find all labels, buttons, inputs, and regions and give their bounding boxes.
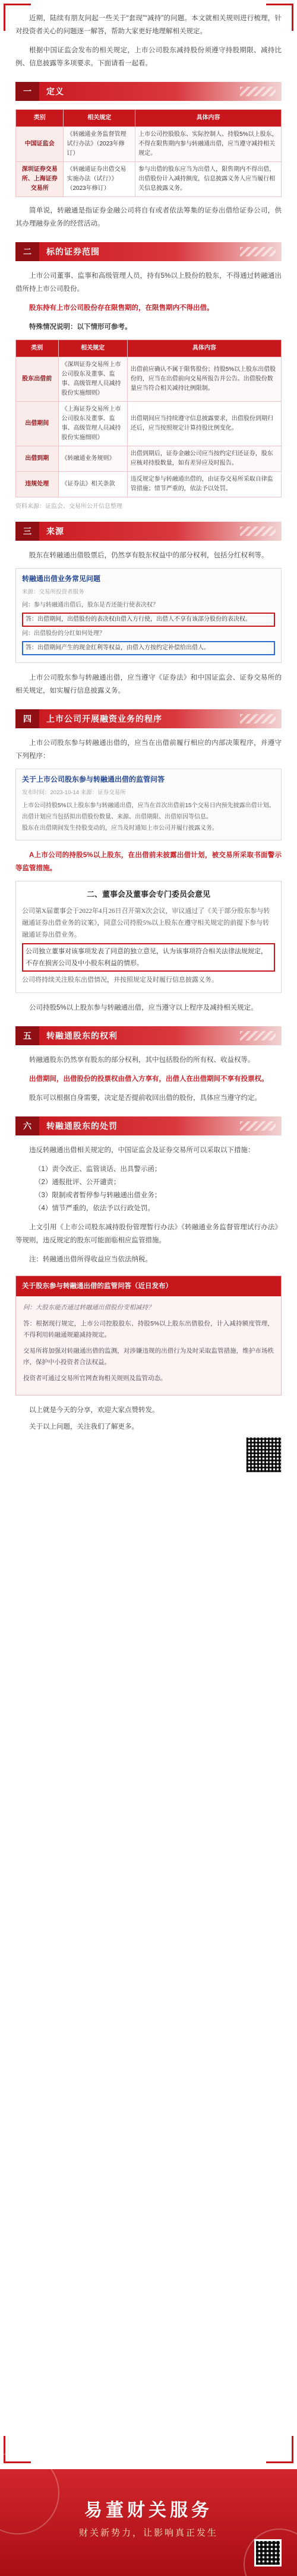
screenshot-line: 出借计划应当包括拟出借股份数量、来源、出借期限、出借原因等信息。 — [22, 814, 212, 820]
section-title: 转融通股东的权利 — [46, 1031, 118, 1040]
screenshot-line: 问：出借股份的分红如何处理？ — [22, 630, 105, 637]
table-source-note: 资料来源：证监会、交易所公开信息整理 — [15, 503, 122, 510]
screenshot-line: 公司第X届董事会于2022年4月26日召开第X次会议，审议通过了《关于部分股东参与转融通证券出借业务的议案》，同意公司持股5%以上股东在遵守相关规定的前提下参与转融通证券出借业务。 — [22, 908, 270, 938]
section-number: 四 — [15, 709, 39, 728]
frame-corner — [266, 4, 293, 31]
section-paragraph: 上市公司股东参与转融通出借，应当遵守《证券法》和中国证监会、证券交易所的相关规定，如实履行信息披露义务。 — [15, 674, 282, 694]
section-paragraph: 违反转融通出借相关规定的，中国证监会及证券交易所可以采取以下措施： — [29, 1147, 255, 1154]
decorative-stripes — [240, 1031, 276, 1040]
table-header-cell: 类别 — [16, 110, 64, 127]
table-cell: 《转融通业务规则》 — [58, 446, 127, 472]
callout-body — [16, 1296, 281, 1395]
table-row — [16, 472, 282, 497]
intro-paragraph: 根据中国证监会发布的相关规定，上市公司股东减持股份须遵守持股期限、减持比例、信息披露等多项要求。下面请看一起看。 — [15, 47, 282, 67]
section-paragraph: 股东可以根据自身需要，决定是否提前收回出借的股份，具体应当遵守约定。 — [29, 1095, 261, 1102]
table-header-cell: 相关规定 — [64, 110, 135, 127]
list-item: （3）限制或者暂停参与转融通出借业务； — [34, 1192, 162, 1199]
decorative-stripes — [240, 87, 276, 96]
list-item: （2）通报批评、公开谴责； — [34, 1179, 121, 1186]
table-cell: 股东出借前 — [16, 357, 59, 402]
decorative-stripes — [240, 247, 276, 256]
table-cell: 参与出借的股东应当为出借人，限售期内不得出借，出借股份计入减持额度，信息披露义务人应当履行相关信息披露义务。 — [135, 162, 282, 197]
table-row — [16, 446, 282, 472]
section-number: 二 — [15, 242, 39, 261]
table-cell: 出借期间 — [16, 402, 59, 446]
brand-name: 易董财关服务 — [84, 2501, 213, 2520]
table-cell: 《上海证券交易所上市公司股东及董事、监事、高级管理人员减持股份实施细则》 — [58, 402, 127, 446]
table-row — [16, 402, 282, 446]
callout-answer: 投资者可通过交易所官网查询相关规则及监管动态。 — [23, 1375, 167, 1382]
section-header-4 — [15, 709, 282, 728]
section-number: 五 — [15, 1026, 39, 1045]
callout-question: 问：大股东能否通过转融通出借股份变相减持？ — [23, 1304, 154, 1311]
table-cell: 违反规定参与转融通出借的，由证券交易所采取自律监管措施；情节严重的，依法予以处罚。 — [127, 472, 281, 497]
section-number: 三 — [15, 522, 39, 541]
frame-corner — [266, 2436, 293, 2463]
section-header-1 — [15, 82, 282, 101]
section-paragraph: 上市公司股东参与转融通出借的，应当在出借前履行相应的内部决策程序，并遵守下列程序： — [15, 740, 282, 760]
table-cell: 出借期间应当持续遵守信息披露要求，出借股份到期归还后，应当按照规定计算持股比例变化。 — [127, 402, 281, 446]
closing-paragraph: 关于以上问题，关注我们了解更多。 — [29, 1423, 138, 1430]
highlighted-answer: 答：出借期间产生的现金红利等权益，由借入方按约定补偿给出借人。 — [22, 641, 275, 655]
screenshot-line: 公司将持续关注股东出借情况，并按照规定及时履行信息披露义务。 — [22, 976, 218, 984]
section-header-3 — [15, 522, 282, 541]
rules-table-1 — [15, 109, 282, 197]
table-cell: 《深圳证券交易所上市公司股东及董事、监事、高级管理人员减持股份实施细则》 — [58, 357, 127, 402]
table-cell: 出借前应确认不属于限售股份；持股5%以上股东出借股份的，应当在出借前向交易所报告并公告。出借股份数量应当符合相关减持比例限制。 — [127, 357, 281, 402]
rules-table-2 — [15, 340, 282, 497]
section-paragraph: 特殊情况说明：以下情形可参考。 — [29, 323, 132, 331]
table-cell: 深圳证券交易所、上海证券交易所 — [16, 162, 64, 197]
table-cell: 上市公司控股股东、实际控制人、持股5%以上股东，不得在限售期内参与转融通出借，应当遵守减持相关规定。 — [135, 127, 282, 162]
section-paragraph: 上市公司董事、监事和高级管理人员，持有5%以上股份的股东，不得通过转融通出借所持上市公司股份。 — [15, 272, 282, 293]
screenshot-meta: 发布时间：2023-10-14 来源：证券交易所 — [22, 789, 126, 796]
screenshot-title: 关于上市公司股东参与转融通出借的监管问答 — [22, 775, 165, 783]
section-number: 一 — [15, 82, 39, 101]
section-number: 六 — [15, 1116, 39, 1135]
table-header-row — [16, 340, 282, 357]
decorative-stripes — [240, 526, 276, 536]
section-title: 定义 — [46, 87, 64, 96]
section-header-2 — [15, 242, 282, 261]
announcement-heading: 二、董事会及董事会专门委员会意见 — [86, 890, 210, 899]
qa-screenshot — [15, 568, 282, 663]
list-item: （4）情节严重的，依法予以行政处罚。 — [34, 1205, 154, 1212]
list-item: （1）责令改正、监管谈话、出具警示函； — [34, 1166, 162, 1173]
screenshot-line: 上市公司持股5%以上股东参与转融通出借，应当在首次出借前15个交易日内预先披露出借计划。 — [22, 802, 275, 809]
decorative-stripes — [240, 714, 276, 724]
intro-paragraph: 近期，陆续有朋友问起一些关于“套现”“减持”的问题。本文就相关规则进行梳理，针对投资者关心的问题逐一解答，帮助大家更好地理解相关规定。 — [15, 15, 282, 35]
section-paragraph: 公司持股5%以上股东参与转融通出借，应当遵守以上程序及减持相关规定。 — [29, 1004, 258, 1011]
table-cell: 《转融通业务监督管理试行办法》（2023年修订） — [64, 127, 135, 162]
table-cell: 《证券法》相关条款 — [58, 472, 127, 497]
highlight-paragraph: 股东持有上市公司股份存在限售期的，在限售期内不得出借。 — [29, 304, 214, 312]
section-title: 来源 — [46, 526, 64, 536]
section-paragraph: 简单说，转融通是指证券金融公司将自有或者依法筹集的证券出借给证券公司，供其办理融券业务的经营活动。 — [15, 207, 282, 227]
table-row — [16, 127, 282, 162]
table-cell: 中国证监会 — [16, 127, 64, 162]
section-title: 标的证券范围 — [46, 247, 100, 256]
callout-answer: 交易所将加强对转融通出借的监测，对涉嫌违规的出借行为及时采取监管措施，维护市场秩序，保护中小投资者合法权益。 — [23, 1347, 274, 1366]
screenshot-line: 股东在出借期间发生持股变动的，应当及时通知上市公司并履行披露义务。 — [22, 825, 218, 832]
table-header-cell: 类别 — [16, 340, 59, 357]
section-paragraph: 转融通股东仍然享有股东的部分权利，其中包括股份的所有权、收益权等。 — [29, 1057, 255, 1064]
section-paragraph: 股东在转融通出借股票后，仍然享有股东权益中的部分权利，包括分红权利等。 — [29, 552, 268, 559]
qr-row — [15, 1437, 282, 1473]
regulatory-qa-callout — [15, 1276, 282, 1395]
table-header-cell: 具体内容 — [127, 340, 281, 357]
highlight-paragraph: 出借期间，出借股份的投票权由借入方享有，出借人在出借期间不享有投票权。 — [29, 1076, 268, 1083]
penalty-list — [15, 1163, 282, 1215]
qr-code-icon[interactable] — [246, 1437, 282, 1473]
table-header-row — [16, 110, 282, 127]
section-paragraph: 上文引用《上市公司股东减持股份管理暂行办法》《转融通业务监督管理试行办法》等规则，违反规定的股东可能面临相应监管措施。 — [15, 1224, 282, 1244]
section-header-6 — [15, 1116, 282, 1135]
table-cell: 违规处理 — [16, 472, 59, 497]
announcement-screenshot — [15, 881, 282, 993]
table-cell: 《转融通证券出借交易实施办法（试行）》（2023年修订） — [64, 162, 135, 197]
highlighted-answer: 答：出借期间，出借股份的表决权由借入方行使，出借人不享有该部分股份的表决权。 — [22, 613, 275, 627]
table-cell: 出借到期后，证券金融公司应当按约定归还证券，股东应核对持股数量，如有差异应及时报告。 — [127, 446, 281, 472]
table-cell: 出借到期 — [16, 446, 59, 472]
highlighted-passage: 公司独立董事对该事项发表了同意的独立意见，认为该事项符合相关法律法规规定，不存在损害公司及中小股东利益的情形。 — [22, 943, 275, 972]
table-row — [16, 162, 282, 197]
decorative-stripes — [240, 1121, 276, 1131]
table-header-cell: 具体内容 — [135, 110, 282, 127]
screenshot-meta: 来源：交易所投资者服务 — [22, 589, 84, 595]
screenshot-title: 转融通出借业务常见问题 — [22, 575, 101, 583]
callout-heading: 关于股东参与转融通出借的监管问答（近日发布） — [16, 1276, 281, 1296]
screenshot-line: 问：参与转融通出借后，股东是否还能行使表决权？ — [22, 602, 159, 608]
decorative-ring — [0, 2451, 59, 2534]
footer-qr-code-icon[interactable] — [254, 2539, 282, 2567]
frame-corner — [4, 4, 31, 31]
section-paragraph: 注：转融通出借所得收益应当依法纳税。 — [29, 1256, 152, 1263]
section-title: 转融通股东的处罚 — [46, 1121, 118, 1131]
regulatory-qa-screenshot — [15, 769, 282, 840]
table-row — [16, 357, 282, 402]
section-title: 上市公司开展融资业务的程序 — [46, 714, 162, 724]
brand-footer-banner — [0, 2469, 297, 2576]
table-header-cell: 相关规定 — [58, 340, 127, 357]
brand-slogan: 财关新势力，让影响真正发生 — [78, 2528, 218, 2538]
closing-paragraph: 以上就是今天的分享，欢迎大家点赞转发。 — [29, 1407, 159, 1414]
section-header-5 — [15, 1026, 282, 1045]
highlight-paragraph: A上市公司的持股5%以上股东，在出借前未披露出借计划，被交易所采取书面警示等监管措施。 — [15, 852, 282, 872]
callout-answer: 答：根据现行规定，上市公司控股股东、持股5%以上股东出借股份，计入减持额度管理，不得利用转融通规避减持规定。 — [23, 1320, 274, 1338]
